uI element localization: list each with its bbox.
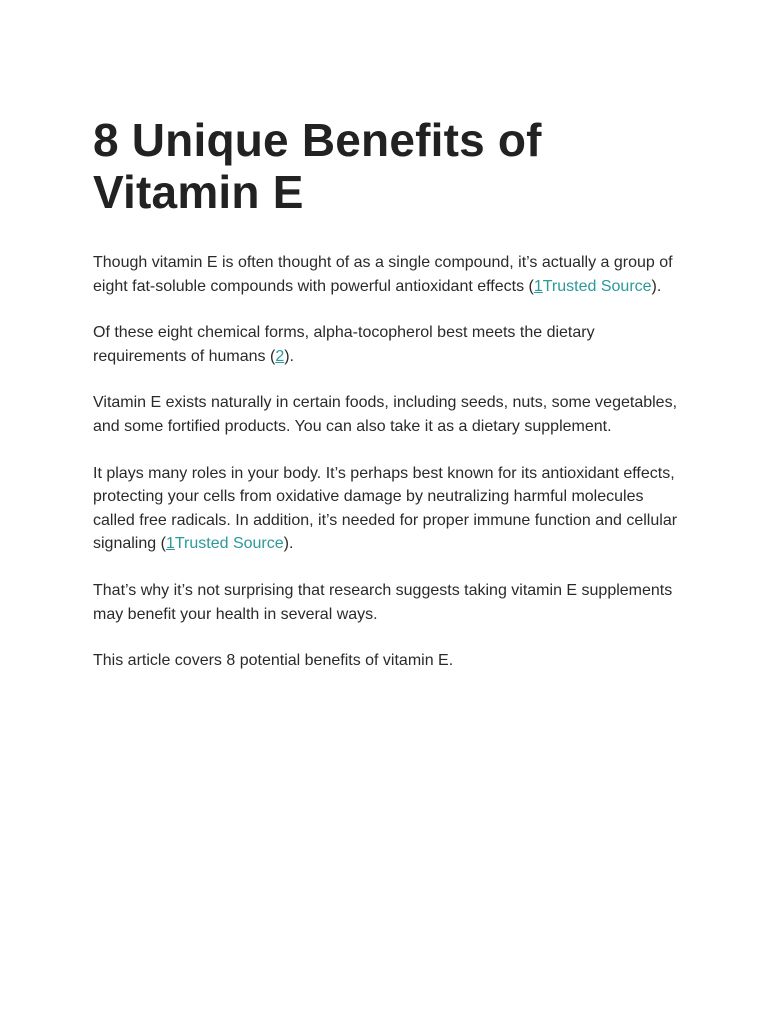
article-title: 8 Unique Benefits of Vitamin E [93, 114, 542, 218]
paragraph-text: Of these eight chemical forms, alpha-tocopherol best meets the dietary requirements of humans ( [93, 324, 595, 365]
paragraph-sources [93, 391, 683, 438]
paragraph-roles [93, 462, 683, 556]
paragraph-summary [93, 649, 683, 673]
paragraph-text-end: ). [283, 535, 294, 553]
citation-link-2[interactable]: 2 [275, 347, 285, 365]
paragraph-text: It plays many roles in your body. It’s perhaps best known for its antioxidant effects, protecting your cells from oxidative damage by neutralizing harmful molecules called free radicals. In addition, it’s needed for proper immune function and cellular signaling ( [93, 464, 678, 553]
paragraph-text: Though vitamin E is often thought of as a single compound, it’s actually a group of eight fat-soluble compounds with powerful antioxidant effects ( [93, 254, 673, 295]
citation-link-1[interactable]: 1 [533, 277, 543, 295]
article [93, 114, 683, 696]
paragraph-forms [93, 321, 683, 368]
paragraph-intro [93, 251, 683, 298]
paragraph-text: That’s why it’s not surprising that research suggests taking vitamin E supplements may benefit your health in several ways. [93, 581, 673, 623]
trusted-source-link[interactable]: Trusted Source [542, 277, 652, 295]
article-body [93, 251, 683, 673]
trusted-source-link[interactable]: Trusted Source [174, 535, 284, 553]
paragraph-text-end: ). [284, 347, 294, 365]
paragraph-text: This article covers 8 potential benefits of vitamin E. [93, 652, 454, 670]
paragraph-research [93, 579, 683, 626]
paragraph-text-end: ). [651, 277, 662, 295]
citation-link-1[interactable]: 1 [165, 535, 175, 553]
paragraph-text: Vitamin E exists naturally in certain foods, including seeds, nuts, some vegetables, and some fortified products. You can also take it as a dietary supplement. [93, 394, 678, 435]
